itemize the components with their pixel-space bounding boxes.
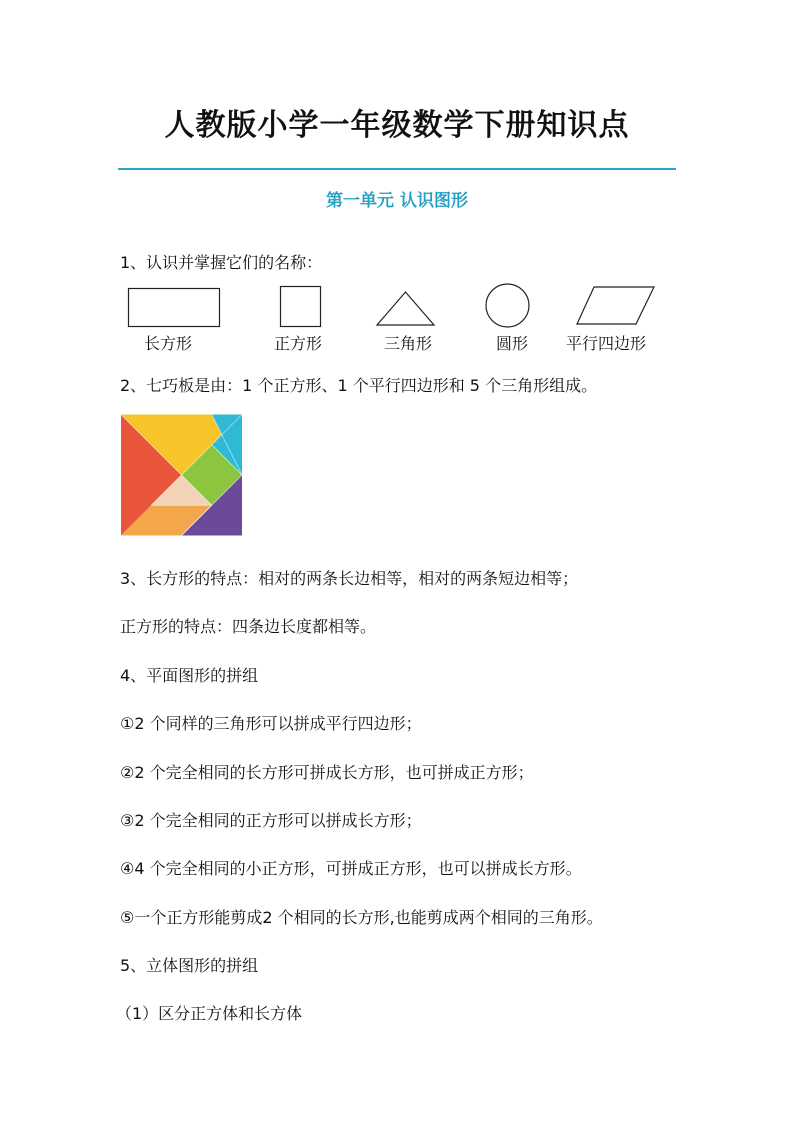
section-3-text-b: 正方形的特点：四条边长度都相等。 <box>120 617 377 636</box>
circle-icon <box>485 283 531 329</box>
shape-label-triangle: 三角形 <box>383 334 432 353</box>
section-4-item-1: ①2 个同样的三角形可以拼成平行四边形； <box>120 714 422 733</box>
triangle-icon <box>376 291 436 327</box>
section-1-heading: 1、认识并掌握它们的名称： <box>120 253 323 272</box>
section-4-item-2: ②2 个完全相同的长方形可拼成长方形，也可拼成正方形； <box>120 763 534 782</box>
section-5-subheading: （1）区分正方体和长方体 <box>116 1004 303 1023</box>
shape-label-parallelogram: 平行四边形 <box>565 334 646 353</box>
square-icon <box>280 286 322 328</box>
section-5-heading: 5、立体图形的拼组 <box>120 956 259 975</box>
shape-label-circle: 圆形 <box>495 334 528 353</box>
section-2-text: 2、七巧板是由：1 个正方形、1 个平行四边形和 5 个三角形组成。 <box>120 376 598 395</box>
parallelogram-icon <box>576 286 656 326</box>
shape-label-square: 正方形 <box>273 334 322 353</box>
title-divider <box>118 168 676 170</box>
section-4-heading: 4、平面图形的拼组 <box>120 666 259 685</box>
section-4-item-4: ④4 个完全相同的小正方形，可拼成正方形，也可以拼成长方形。 <box>120 859 582 878</box>
section-4-item-3: ③2 个完全相同的正方形可以拼成长方形； <box>120 811 422 830</box>
document-title: 人教版小学一年级数学下册知识点 <box>164 108 630 143</box>
section-4-item-5: ⑤一个正方形能剪成2 个相同的长方形,也能剪成两个相同的三角形。 <box>120 908 603 927</box>
rectangle-icon <box>128 288 220 328</box>
shape-label-rectangle: 长方形 <box>143 334 192 353</box>
tangram-image <box>121 414 242 536</box>
section-3-text-a: 3、长方形的特点：相对的两条长边相等，相对的两条短边相等； <box>120 569 579 588</box>
unit-heading: 第一单元 认识图形 <box>326 191 468 211</box>
